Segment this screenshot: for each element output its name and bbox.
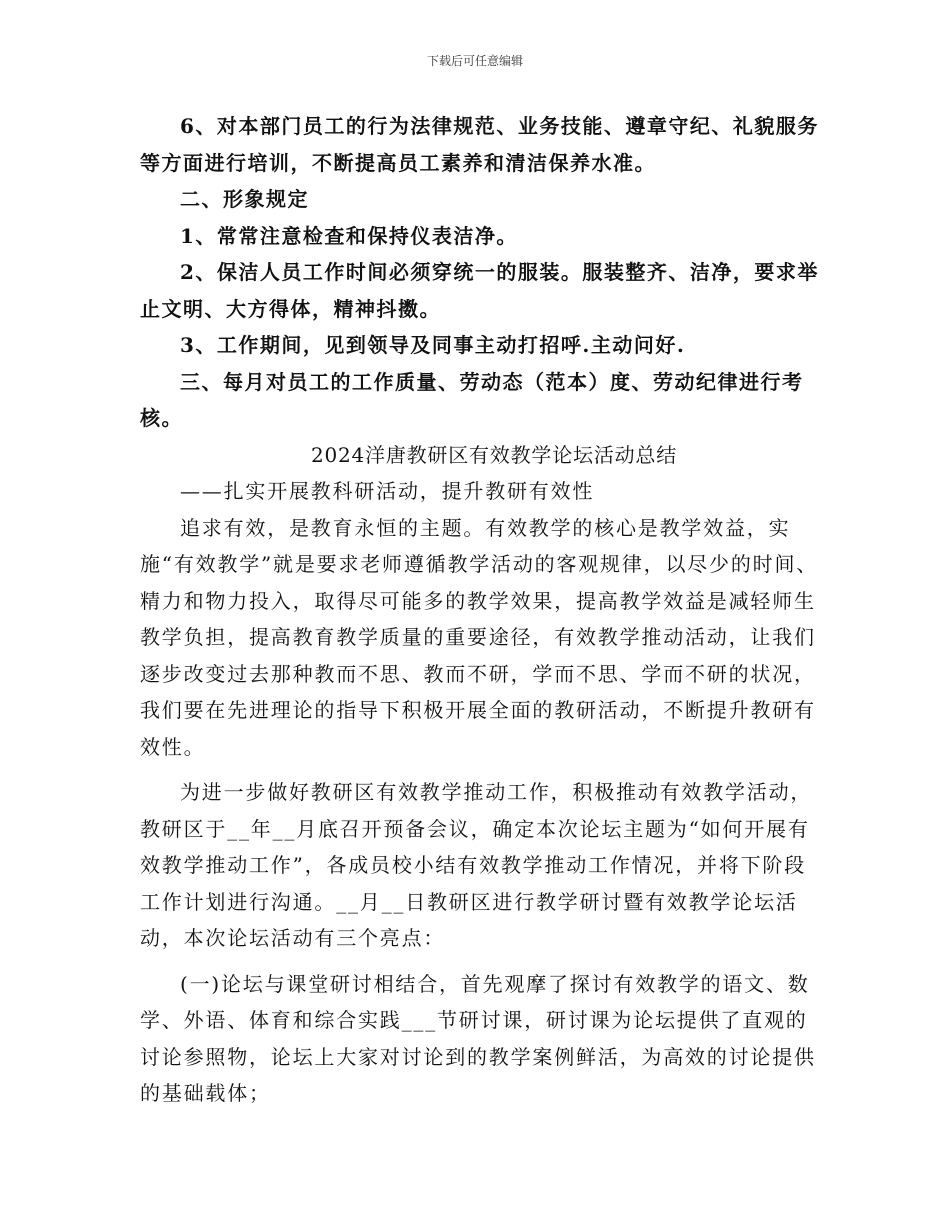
list-item-1: 1、常常注意检查和保持仪表洁净。 [180,223,518,248]
article-title: 2024洋唐教研区有效教学论坛活动总结 [310,442,678,467]
document-body [140,108,820,1112]
heading-monthly-assessment: 三、每月对员工的工作质量、劳动态（范本）度、劳动纪律进行考核。 [140,369,804,430]
list-item-3: 3、工作期间，见到领导及同事主动打招呼.主动问好. [180,333,686,357]
article-paragraph-3: (一)论坛与课堂研讨相结合，首先观摩了探讨有效教学的语文、数学、外语、体育和综合实践___节研讨课，研讨课为论坛提供了直观的讨论参照物，论坛上大家对讨论到的教学案例鲜活，为高效的讨论提供的基础载体； [140,971,816,1105]
article-paragraph-2: 为进一步做好教研区有效教学推动工作，积极推动有效教学活动，教研区于__年__月底召开预备会议，确定本次论坛主题为“如何开展有效教学推动工作”，各成员校小结有效教学推动工作情况，并将下阶段工作计划进行沟通。__月__日教研区进行教学研讨暨有效教学论坛活动，本次论坛活动有三个亮点： [140,780,813,950]
article-subtitle: ——扎实开展教科研活动，提升教研有效性 [180,479,595,503]
page-header: 下载后可任意编辑 [426,54,523,68]
paragraph-item-6: 6、对本部门员工的行为法律规范、业务技能、遵章守纪、礼貌服务等方面进行培训，不断提高员工素养和清洁保养水准。 [140,114,819,175]
heading-image-rules: 二、形象规定 [180,187,309,211]
list-item-2: 2、保洁人员工作时间必须穿统一的服装。服装整齐、洁净，要求举止文明、大方得体，精神抖擞。 [140,260,819,321]
article-paragraph-1: 追求有效，是教育永恒的主题。有效教学的核心是教学效益，实施“有效教学”就是要求老师遵循教学活动的客观规律，以尽少的时间、精力和物力投入，取得尽可能多的教学效果，提高教学效益是减轻师生教学负担，提高教育教学质量的重要途径，有效教学推动活动，让我们逐步改变过去那种教而不思、教而不研，学而不思、学而不研的状况，我们要在先进理论的指导下积极开展全面的教研活动，不断提升教研有效性。 [140,515,819,759]
